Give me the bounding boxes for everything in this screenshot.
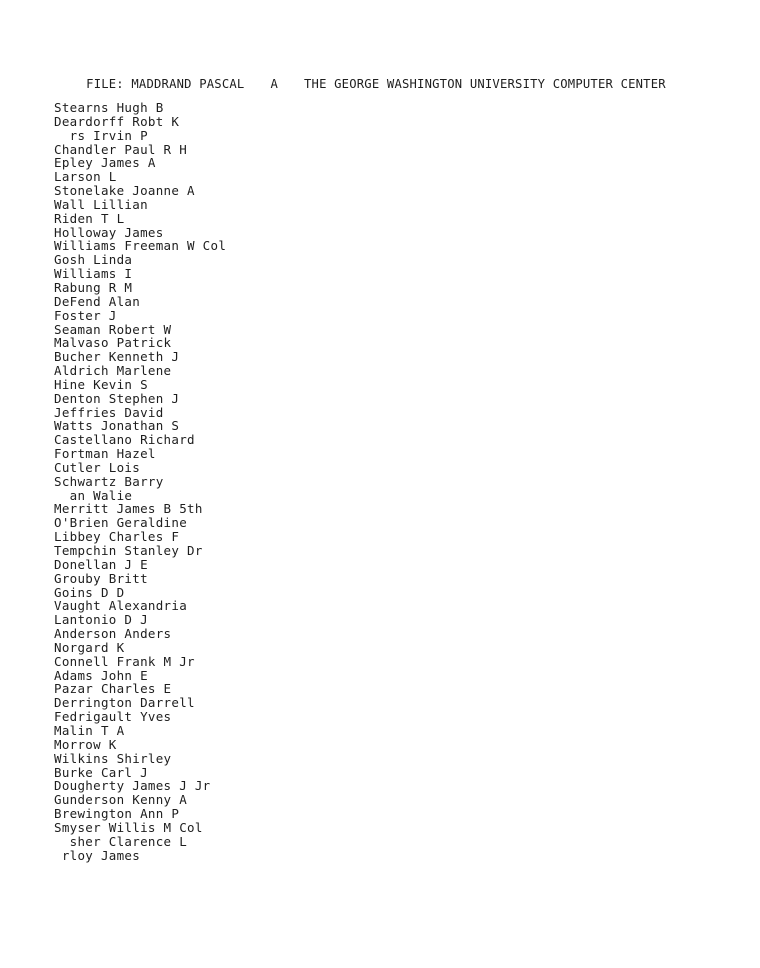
list-item: Stonelake Joanne A (54, 183, 195, 199)
list-item: Morrow K (54, 736, 117, 752)
list-item: Adams John E (54, 667, 148, 683)
list-item: Tempchin Stanley Dr (54, 543, 203, 558)
list-item: Gosh Linda (54, 252, 133, 268)
list-item: Connell Frank M Jr (54, 653, 195, 669)
list-item: Castellano Richard (54, 432, 195, 448)
list-item: Jeffries David (54, 404, 164, 420)
list-item: Larson L (54, 169, 117, 185)
list-item: Libbey Charles F (54, 529, 180, 545)
list-item: Hine Kevin S (54, 376, 148, 392)
list-item: Bucher Kenneth J (54, 349, 180, 365)
list-item: Schwartz Barry (54, 473, 164, 489)
list-item: Watts Jonathan S (54, 418, 180, 434)
list-item: Denton Stephen J (54, 390, 180, 406)
list-item: DeFend Alan (54, 293, 141, 309)
list-item: Gunderson Kenny A (54, 792, 188, 808)
file-label: FILE: MADDRAND PASCAL (86, 77, 245, 91)
list-item: Derrington Darrell (54, 695, 195, 711)
file-letter: A (270, 77, 278, 91)
list-item: Stearns Hugh B (54, 100, 164, 115)
list-item: Malin T A (54, 722, 125, 738)
list-item: Pazar Charles E (54, 681, 172, 697)
list-item: Wilkins Shirley (54, 750, 172, 766)
list-item: Williams I (54, 266, 133, 282)
list-item: Smyser Willis M Col (54, 819, 203, 835)
list-item: Cutler Lois (54, 459, 141, 475)
list-item: Chandler Paul R H (54, 141, 188, 157)
list-item: Fedrigault Yves (54, 709, 172, 725)
list-item: sher Clarence L (54, 833, 188, 849)
list-item: Foster J (54, 307, 117, 323)
institution-name: THE GEORGE WASHINGTON UNIVERSITY COMPUTER CENTER (304, 77, 666, 91)
list-item: Deardorff Robt K (54, 113, 180, 129)
list-item: Donellan J E (54, 556, 148, 572)
list-item: Merritt James B 5th (54, 501, 203, 517)
list-item: Vaught Alexandria (54, 598, 188, 614)
list-item: Fortman Hazel (54, 446, 156, 462)
list-item: O'Brien Geraldine (54, 515, 188, 531)
list-item: Rabung R M (54, 279, 133, 295)
name-list (54, 101, 226, 862)
list-item: Grouby Britt (54, 570, 148, 586)
list-item: Williams Freeman W Col (54, 238, 227, 254)
list-item: Norgard K (54, 639, 125, 655)
list-item: Burke Carl J (54, 764, 148, 780)
list-item: rs Irvin P (54, 127, 148, 143)
list-item: Holloway James (54, 224, 164, 240)
list-item: Brewington Ann P (54, 806, 180, 822)
list-item: Epley James A (54, 155, 156, 171)
list-item: Anderson Anders (54, 626, 172, 642)
list-item: Lantonio D J (54, 612, 148, 628)
list-item: Wall Lillian (54, 196, 148, 212)
list-item: Aldrich Marlene (54, 363, 172, 379)
list-item: an Walie (54, 487, 133, 503)
list-item: Dougherty James J Jr (54, 778, 211, 794)
list-item: Goins D D (54, 584, 125, 600)
list-item: Malvaso Patrick (54, 335, 172, 351)
list-item: Riden T L (54, 210, 125, 226)
list-item: Seaman Robert W (54, 321, 172, 337)
list-item: rloy James (54, 847, 141, 863)
